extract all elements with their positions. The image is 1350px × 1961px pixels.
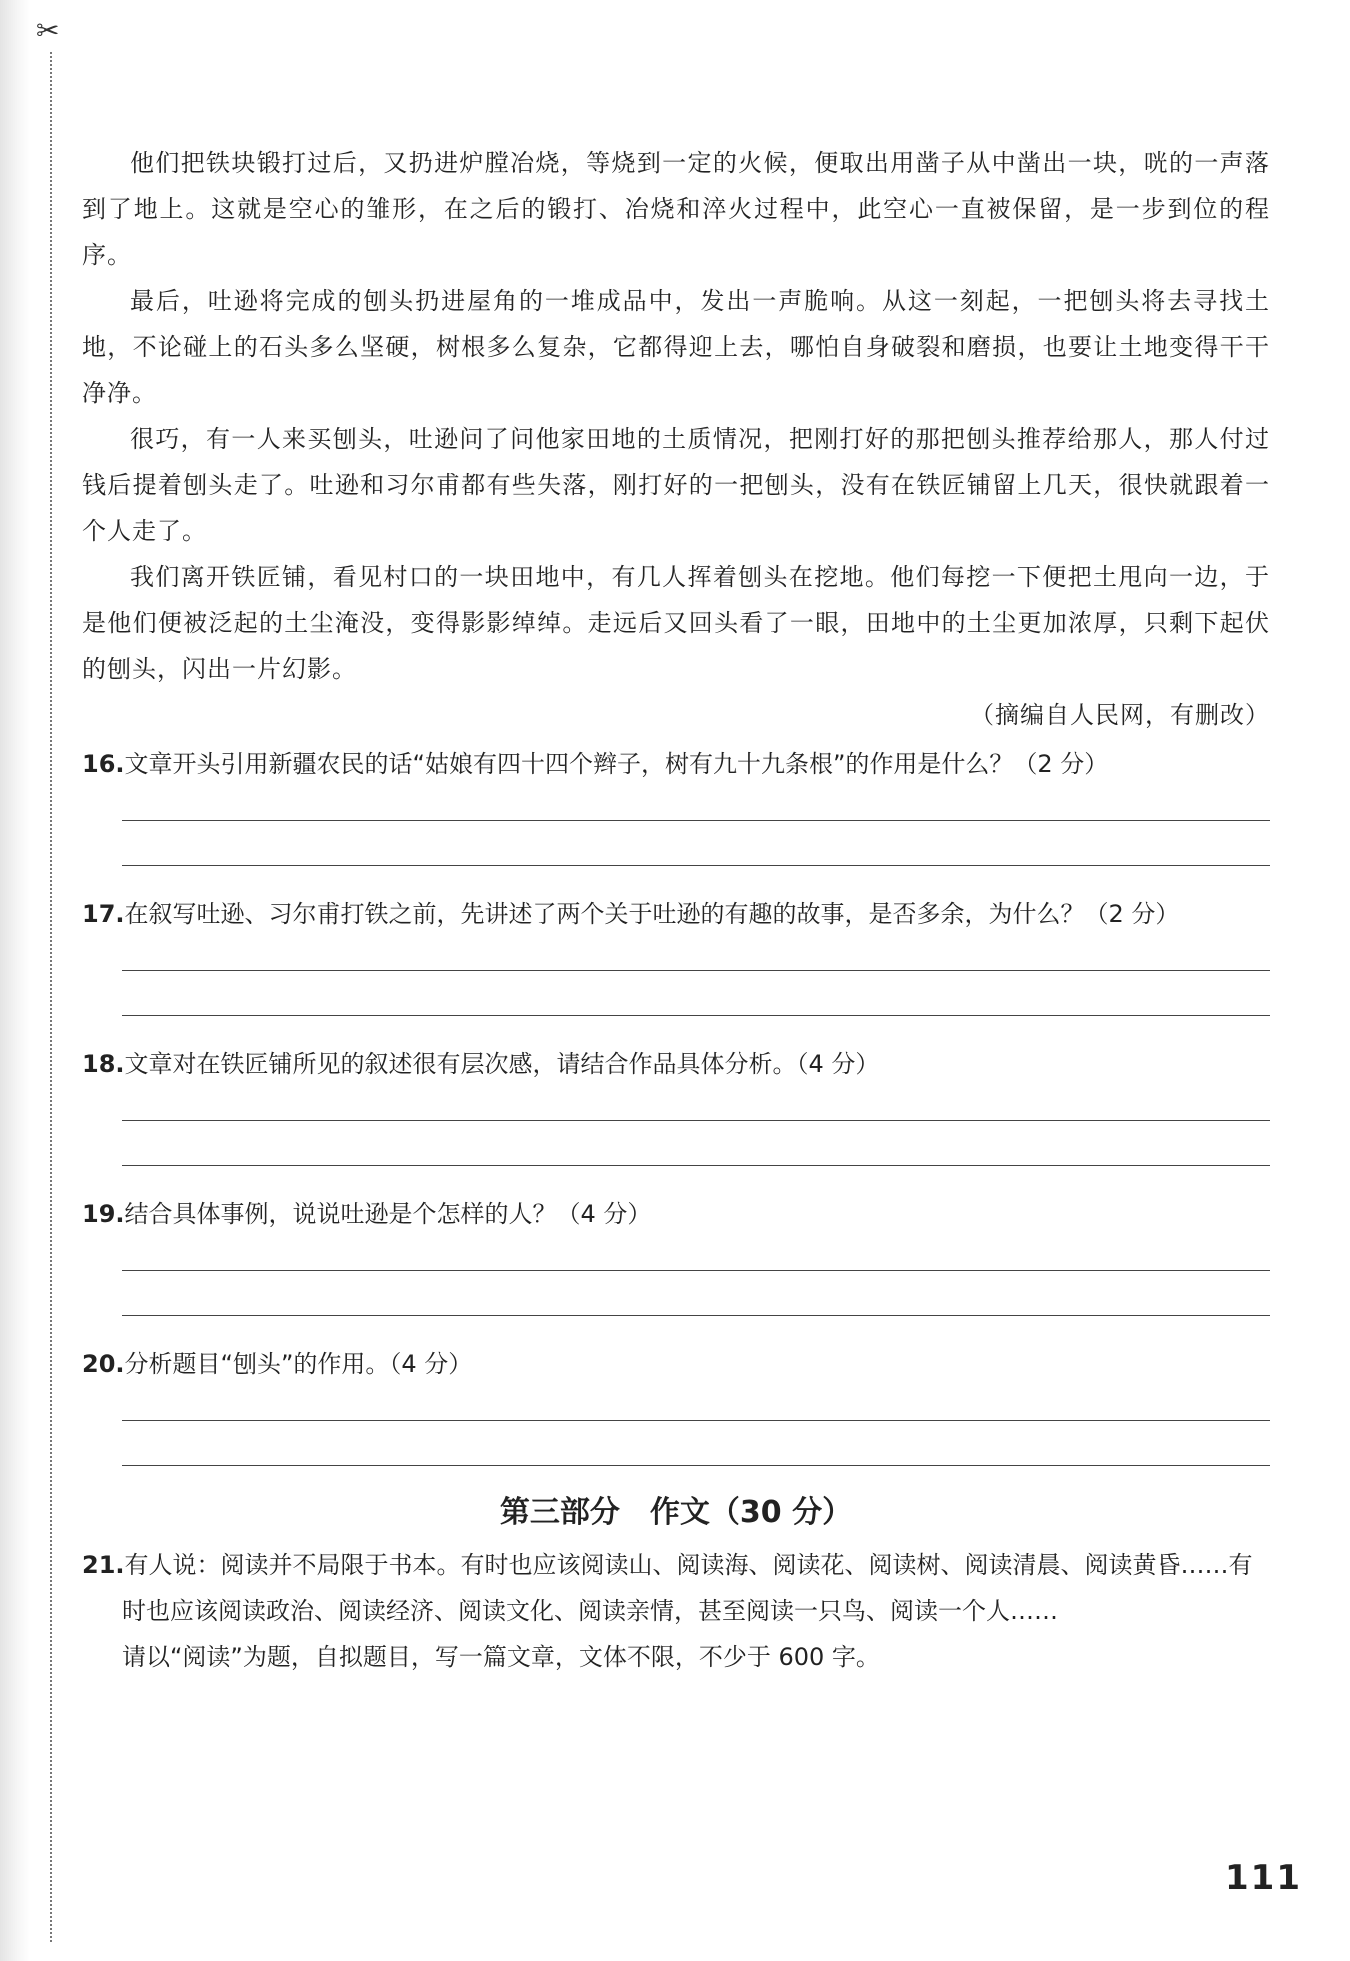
answer-line[interactable]	[122, 1165, 1270, 1166]
passage-paragraph: 他们把铁块锻打过后，又扔进炉膛冶烧，等烧到一定的火候，便取出用凿子从中凿出一块，咣的一声落到了地上。这就是空心的雏形，在之后的锻打、冶烧和淬火过程中，此空心一直被保留，是一步到位的程序。	[82, 149, 1270, 269]
question-text: 文章对在铁匠铺所见的叙述很有层次感，请结合作品具体分析。（4 分）	[124, 1050, 880, 1078]
answer-line[interactable]	[122, 820, 1270, 821]
answer-line[interactable]	[122, 1015, 1270, 1016]
section-title: 第三部分 作文（30 分）	[499, 1495, 853, 1530]
question-16	[82, 742, 1270, 866]
page-edge-shadow	[0, 0, 30, 1961]
essay-prompt: 有人说：阅读并不局限于书本。有时也应该阅读山、阅读海、阅读花、阅读树、阅读清晨、阅读黄昏……有时也应该阅读政治、阅读经济、阅读文化、阅读亲情，甚至阅读一只鸟、阅读一个人……	[122, 1551, 1253, 1625]
answer-line[interactable]	[122, 1465, 1270, 1466]
question-text: 在叙写吐逊、习尔甫打铁之前，先讲述了两个关于吐逊的有趣的故事，是否多余，为什么？（2 分）	[124, 900, 1180, 928]
essay-instruction: 请以“阅读”为题，自拟题目，写一篇文章，文体不限，不少于 600 字。	[122, 1643, 880, 1671]
answer-line[interactable]	[122, 970, 1270, 971]
answer-line[interactable]	[122, 1120, 1270, 1121]
question-number: 21.	[82, 1551, 125, 1579]
question-18	[82, 1042, 1270, 1166]
answer-line[interactable]	[122, 1315, 1270, 1316]
question-number: 19.	[82, 1200, 125, 1228]
scissors-icon: ✂	[36, 14, 60, 47]
cut-line	[50, 52, 52, 1942]
passage-paragraph: 我们离开铁匠铺，看见村口的一块田地中，有几人挥着刨头在挖地。他们每挖一下便把土甩向一边，于是他们便被泛起的土尘淹没，变得影影绰绰。走远后又回头看了一眼，田地中的土尘更加浓厚，只剩下起伏的刨头，闪出一片幻影。	[82, 563, 1270, 683]
answer-line[interactable]	[122, 865, 1270, 866]
passage-source: （摘编自人民网，有删改）	[970, 701, 1270, 729]
question-19	[82, 1192, 1270, 1316]
page-content	[82, 140, 1270, 1680]
essay-question	[82, 1542, 1270, 1680]
question-text: 结合具体事例，说说吐逊是个怎样的人？（4 分）	[124, 1200, 652, 1228]
question-text: 分析题目“刨头”的作用。（4 分）	[124, 1350, 473, 1378]
question-17	[82, 892, 1270, 1016]
question-number: 17.	[82, 900, 125, 928]
answer-line[interactable]	[122, 1270, 1270, 1271]
question-20	[82, 1342, 1270, 1466]
answer-line[interactable]	[122, 1420, 1270, 1421]
question-number: 18.	[82, 1050, 125, 1078]
question-number: 16.	[82, 750, 125, 778]
question-text: 文章开头引用新疆农民的话“姑娘有四十四个辫子，树有九十九条根”的作用是什么？（2 分）	[124, 750, 1109, 778]
passage-paragraph: 最后，吐逊将完成的刨头扔进屋角的一堆成品中，发出一声脆响。从这一刻起，一把刨头将去寻找土地，不论碰上的石头多么坚硬，树根多么复杂，它都得迎上去，哪怕自身破裂和磨损，也要让土地变得干干净净。	[82, 287, 1270, 407]
passage-paragraph: 很巧，有一人来买刨头，吐逊问了问他家田地的土质情况，把刚打好的那把刨头推荐给那人，那人付过钱后提着刨头走了。吐逊和习尔甫都有些失落，刚打好的一把刨头，没有在铁匠铺留上几天，很快就跟着一个人走了。	[82, 425, 1270, 545]
page-number: 111	[1225, 1858, 1302, 1898]
question-number: 20.	[82, 1350, 125, 1378]
